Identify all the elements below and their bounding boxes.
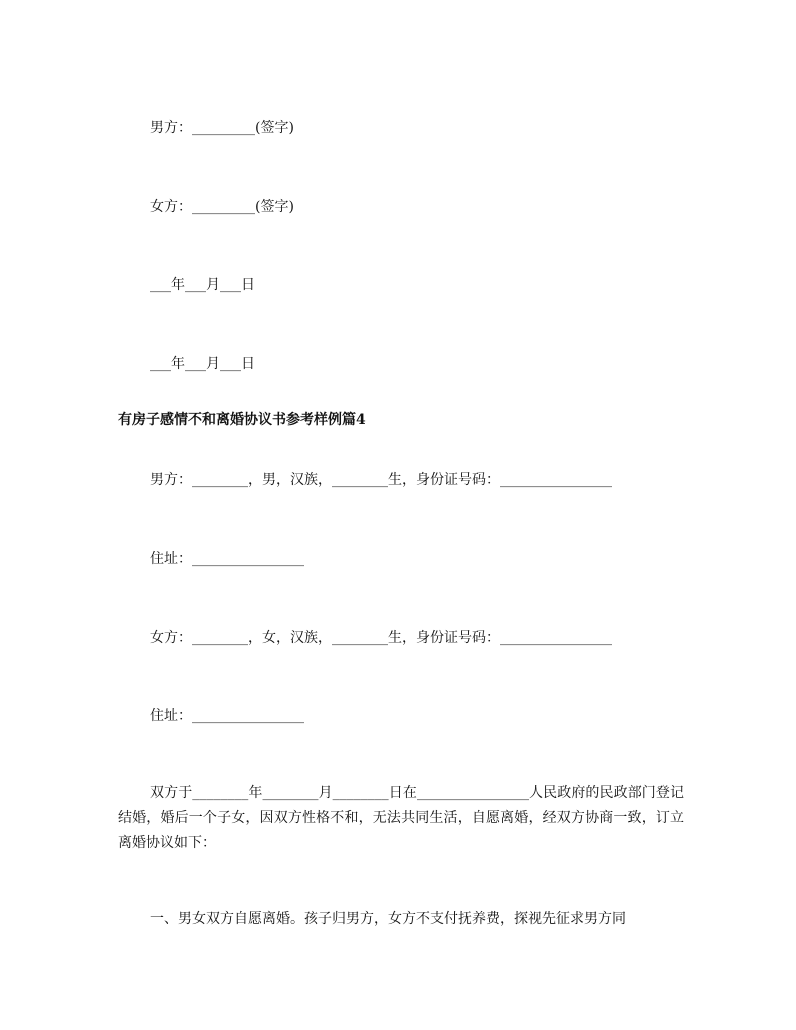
section-heading: 有房子感情不和离婚协议书参考样例篇4 (118, 412, 366, 428)
intro-paragraph: 双方于________年________月________日在________________人民政府的民政部门登记结婚，婚后一个子女，因双方性格不和，无法共同生活，自愿离婚，经双方协商一致，订立离婚协议如下： (118, 785, 684, 851)
male-info-line: 男方：________，男，汉族，________生，身份证号码：________________ (150, 472, 612, 488)
date-line: ___年___月___日 (150, 356, 255, 372)
date-line: ___年___月___日 (150, 277, 255, 293)
female-address-line: 住址：________________ (150, 708, 304, 724)
male-address-line: 住址：________________ (150, 551, 304, 567)
male-signature-line: 男方：_________(签字) (150, 120, 294, 136)
clause-1: 一、男女双方自愿离婚。孩子归男方，女方不支付抚养费，探视先征求男方同 (150, 911, 626, 927)
female-info-line: 女方：________，女，汉族，________生，身份证号码：________________ (150, 630, 612, 646)
female-signature-line: 女方：_________(签字) (150, 199, 294, 215)
